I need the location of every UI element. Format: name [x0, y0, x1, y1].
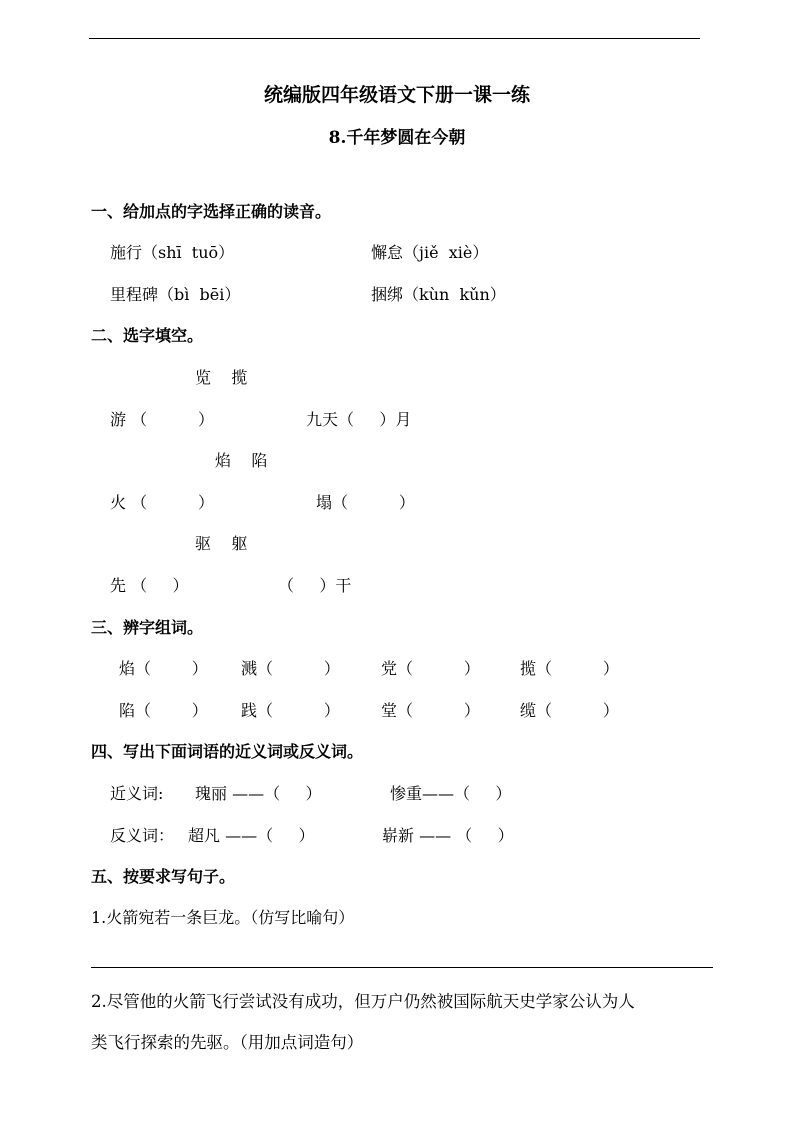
s2-g3-chars: 驱 躯 [195, 534, 248, 553]
answer-line[interactable] [91, 967, 713, 968]
s5-q2-line2: 类飞行探索的先驱。（用加点词造句） [91, 1033, 364, 1052]
s2-g2-chars: 焰 陷 [215, 451, 268, 470]
s3-row2-item: 堂（ ） [381, 701, 480, 720]
s3-row1-item: 溅（ ） [241, 659, 340, 678]
s1-q2: 懈怠（jiě xiè） [371, 243, 489, 262]
section-4-heading: 四、写出下面词语的近义词或反义词。 [91, 742, 364, 761]
s3-row1-item: 党（ ） [381, 659, 480, 678]
s2-g1-left: 游 （ ） [110, 410, 214, 429]
s2-g3-right: （ ）干 [278, 576, 352, 595]
s4-antonym-2: 崭新 —— （ ） [382, 826, 514, 845]
s2-g2-right: 塌（ ） [316, 493, 415, 512]
section-1-heading: 一、给加点的字选择正确的读音。 [91, 202, 332, 221]
s1-q1: 施行（shī tuō） [110, 243, 235, 262]
s1-q3: 里程碑（bì bēi） [110, 285, 241, 304]
s3-row2-item: 缆（ ） [520, 701, 619, 720]
s2-g3-left: 先 （ ） [110, 576, 189, 595]
header-rule [89, 38, 700, 39]
s2-g1-right: 九天（ ）月 [306, 410, 412, 429]
doc-title: 统编版四年级语文下册一课一练 [263, 84, 530, 106]
s4-synonym-label: 近义词: [110, 784, 164, 803]
s3-row2-item: 陷（ ） [119, 701, 208, 720]
s2-g1-chars: 览 揽 [195, 368, 248, 387]
s5-q1: 1.火箭宛若一条巨龙。（仿写比喻句） [91, 908, 355, 927]
s4-synonym-1: 瑰丽 ——（ ） [195, 784, 322, 803]
s4-antonym-1: 超凡 ——（ ） [188, 826, 315, 845]
s2-g2-left: 火 （ ） [110, 493, 214, 512]
s3-row1-item: 揽（ ） [520, 659, 619, 678]
s4-antonym-label: 反义词： [110, 826, 175, 845]
s3-row1-item: 焰（ ） [119, 659, 208, 678]
section-5-heading: 五、按要求写句子。 [91, 867, 236, 886]
section-2-heading: 二、选字填空。 [91, 326, 204, 345]
section-3-heading: 三、辨字组词。 [91, 618, 204, 637]
s1-q4: 捆绑（kùn kǔn） [371, 285, 506, 304]
s5-q2-line1: 2.尽管他的火箭飞行尝试没有成功，但万户仍然被国际航天史学家公认为人 [91, 992, 635, 1011]
s4-synonym-2: 惨重——（ ） [390, 784, 512, 803]
s3-row2-item: 践（ ） [241, 701, 340, 720]
doc-subtitle: 8.千年梦圆在今朝 [328, 128, 466, 148]
